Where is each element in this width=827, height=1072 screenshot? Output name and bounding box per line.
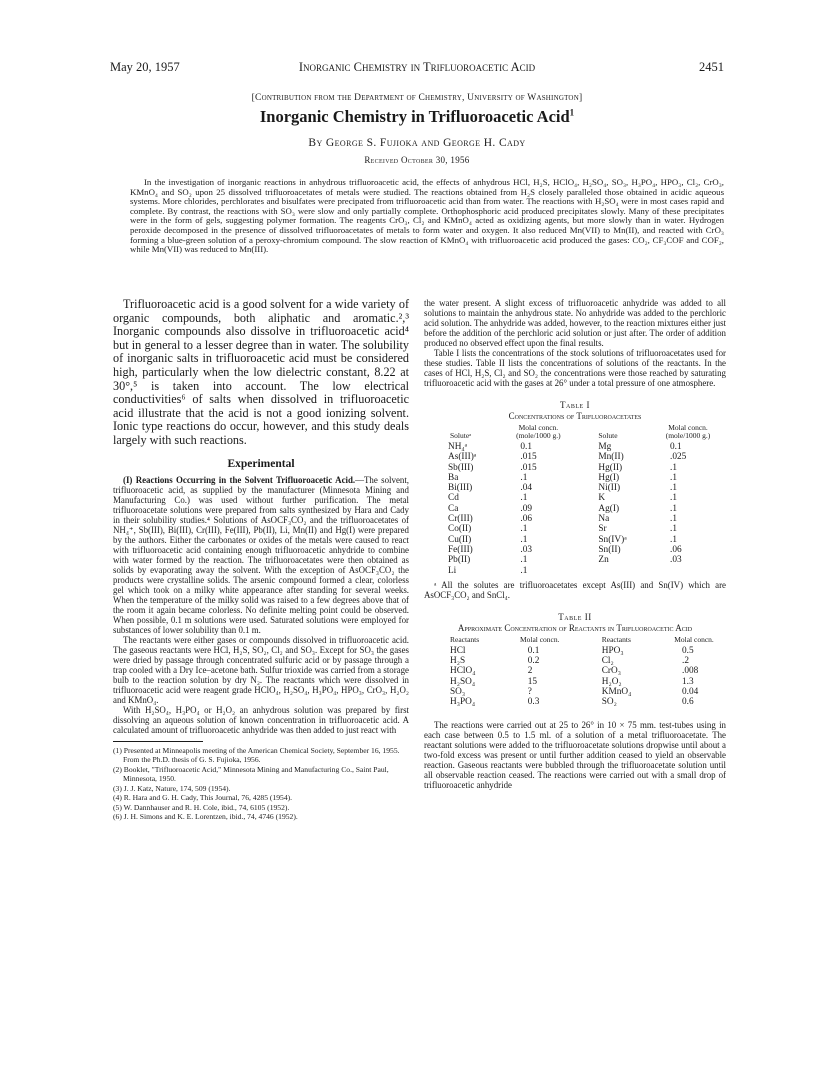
table1-cell: .1 — [670, 483, 677, 494]
table2-cell: 0.5 — [682, 645, 694, 656]
table1-cell: Sn(IV)ᵃ — [598, 534, 627, 545]
table1-footnote: ᵃ All the solutes are trifluoroacetates except As(III) and Sn(IV) which are AsOCF₃CO₂ and SnCl₄. — [424, 579, 726, 600]
table1-cell: Zn — [598, 555, 609, 566]
table1-cell: Sn(II) — [598, 544, 621, 555]
table2-col-header: Molal concn. — [519, 634, 560, 644]
section-heading-experimental: Experimental — [227, 457, 295, 470]
table2-body — [424, 646, 726, 708]
table2-cell: 0.04 — [682, 687, 699, 698]
table2-cell: 0.2 — [527, 656, 540, 667]
table1-cell: .04 — [520, 483, 533, 494]
table1-row — [424, 555, 726, 565]
footnote-2: (2) Booklet, "Trifluoroacetic Acid," Minnesota Mining and Manufacturing Co., Saint Paul, Minnesota, 1950. — [113, 764, 389, 784]
table2-cell: 15 — [527, 676, 538, 687]
footnote-3: (3) J. J. Katz, Nature, 174, 509 (1954). — [113, 783, 231, 793]
header-date: May 20, 1957 — [110, 60, 180, 74]
table1-row — [424, 483, 726, 493]
table2-row — [424, 697, 726, 707]
right-paragraph-1: the water present. A slight excess of trifluoroacetic anhydride was added to all solutions to maintain the anhydrous state. No anhydride was added to the perchloric acid solution. The anhydride was added, however, to the reaction mixtures either just before the addition of the perchloric acid solution or just after. The order of addition produced no observed effect upon the final results. — [424, 298, 726, 348]
footnote-rule — [113, 741, 203, 742]
header-page-number: 2451 — [699, 60, 724, 74]
table1-row — [424, 452, 726, 462]
table1-col-header: Molal concn. (mole/1000 g.) — [516, 423, 561, 440]
table1-body — [424, 442, 726, 576]
table1-cell: .09 — [520, 503, 533, 514]
table1-cell: Na — [598, 514, 610, 525]
table1-cell: Co(II) — [448, 524, 472, 535]
abstract: In the investigation of inorganic reactions in anhydrous trifluoroacetic acid, the effects of anhydrous HCl, H₂S, HClO₄, H₂SO₄, SO₃, H₃PO₄, HPO₃, Cl₂, CrO₃, KMnO₄ and SO₂ upon 25 dissolved trifluoroacetates of metals were studied. The reactions obtained from H₂S closely paralleled those obtained in acidic aqueous systems. More chlorides, perchlorates and bisulfates were precipated from trifluoroacetic acid than from water. The reactions with H₂SO₄ were in most cases rapid and complete. By contrast, the reactions with SO₃ were slow and only partially complete. Orthophosphoric acid produced precipitates slowly. Many of these precipitates were in the form of gels, suggesting polymer formation. The reagents CrO₃, Cl₂ and KMnO₄ acted as oxidizing agents, but more slowly than in water. Hydrogen peroxide decomposed in the presence of dissolved trifluoroacetates of metals to form water and oxygen. It also reduced Mn(VII) to Mn(II), and reacted with CrO₃ forming a blue-green solution of a peroxy-chromium compound. The slow reaction of KMnO₄ with trifluoroacetic acid produced the gases: CO₂, CF₃COF and COF₂, while Mn(VII) was reduced to Mn(III). — [130, 177, 724, 255]
table2-cell: 0.1 — [527, 645, 540, 656]
table1-cell: .015 — [520, 452, 537, 463]
table1-row — [424, 504, 726, 514]
title-footnote-marker: 1 — [569, 107, 575, 118]
table1-cell: Pb(II) — [448, 555, 471, 566]
experimental-paragraph-1 — [113, 475, 409, 635]
table1-cell: .1 — [670, 514, 677, 525]
footnote-5: (5) W. Dannhauser and R. H. Cole, ibid., 74, 6105 (1952). — [113, 802, 290, 812]
table1-cell: Cd — [448, 493, 459, 504]
table2-col-header: Reactants — [450, 634, 480, 644]
table1-cell: 0.1 — [670, 442, 682, 452]
table1-cell: Mn(II) — [598, 452, 624, 463]
received-date: Received October 30, 1956 — [364, 155, 470, 165]
table1-caption: Concentrations of Trifluoroacetates — [508, 411, 642, 421]
table2-row — [424, 687, 726, 697]
article-title-text: Inorganic Chemistry in Trifluoroacetic Acid — [259, 107, 570, 126]
table1-cell: .03 — [670, 555, 682, 566]
table2-cell: CrO₃ — [601, 666, 621, 677]
table1-row — [424, 493, 726, 503]
table1-cell: Ni(II) — [598, 483, 621, 494]
table2-cell: H₃PO₄ — [450, 697, 476, 708]
table1-row — [424, 566, 726, 576]
table2-row — [424, 666, 726, 676]
table1-col-header: Solute — [598, 431, 618, 440]
table2-label: Table II — [558, 611, 592, 622]
right-paragraph-3: The reactions were carried out at 25 to 26° in 10 × 75 mm. test-tubes using in each case between 0.5 to 1.5 ml. of a solution of a metal trifluoroacetate. The reactant solutions were added to the trifluoroacetate solutions dropwise until about a two-fold excess was present or until further addition ceased to yield an observable reaction. Gaseous reactants were bubbled through the trifluoroacetate solution until all observable reaction ceased. The reactions were carried out with a small drop of trifluoroacetic anhydride — [424, 719, 726, 790]
header-running-title: Inorganic Chemistry in Trifluoroacetic Acid — [298, 60, 536, 74]
table2-cell: H₂SO₄ — [450, 676, 476, 687]
experimental-paragraph-3: With H₂SO₄, H₃PO₄ or H₂O₂ an anhydrous solution was prepared by first dissolving an aqueous solution of known concentration in trifluoroacetic acid. A calculated amount of trifluoroacetic anhydride was then added to just react with — [113, 704, 409, 735]
table2-cell: 0.6 — [682, 697, 694, 708]
table2-header-row — [424, 636, 726, 646]
left-column — [113, 298, 409, 822]
table1-col-header: Soluteᵃ — [450, 431, 472, 440]
right-paragraph-2: Table I lists the concentrations of the stock solutions of trifluoroacetates used for these studies. Table II lists the concentrations of solutions of the reactants. In the cases of HCl, H₂S, Cl₂ and SO₂ the concentrations were those reached by saturating trifluoroacetic acid with the gases at 26° under a total pressure of one atmosphere. — [424, 348, 726, 388]
table1-cell: .1 — [520, 493, 528, 504]
table1-cell: Ca — [448, 503, 459, 514]
right-column — [424, 298, 726, 790]
table2-cell: 0.3 — [527, 697, 540, 708]
table1-row — [424, 473, 726, 483]
table1-cell: .1 — [670, 493, 677, 504]
table1-cell: 0.1 — [520, 442, 533, 452]
table1-cell: Bi(III) — [448, 483, 473, 494]
table1-cell: .06 — [520, 514, 533, 525]
contribution-line: [Contribution from the Department of Chemistry, University of Washington] — [251, 93, 583, 103]
experimental-paragraph-1-text: —The solvent, trifluoroacetic acid, as supplied by the manufacturer (Minnesota Mining and Manufacturing Co.) was used without further purification. The metal trifluoroacetate solutions were prepared from salts synthesized by Hara and Cady in their solubility studies.⁴ Solutions of AsOCF₃CO₂ and the trifluoroacetates of NH₄⁺, Sb(III), Bi(III), Cr(III), Fe(III), Pb(II), Li, Mn(II) and Hg(I) were prepared by the authors. Either the carbonates or oxides of the metals were caused to react with trifluoroacetic acid containing enough trifluoroacetic anhydride to combine with water formed by the reaction. The trifluoroacetates were then obtained as solids by evaporating away the solvent. With the exception of AsOCF₃CO₂ the products were crystalline solids. The arsenic compound formed a clear, colorless gel which took on a milky white appearance after standing for several weeks. When the temperature of the milky solid was raised to a few degrees above that of the room it again became colorless. No definite melting point could be observed. When possible, 0.1 m solutions were used. Saturated solutions were employed for substances of lower solubility than 0.1 m. — [113, 474, 410, 635]
table2-cell: .2 — [682, 656, 689, 667]
table2-cell: H₂S — [450, 656, 466, 667]
table1-cell: Sr — [598, 524, 607, 535]
table1-cell: .1 — [520, 534, 528, 545]
table1-cell: Ag(I) — [598, 503, 620, 514]
table1 — [424, 424, 726, 576]
intro-paragraph: Trifluoroacetic acid is a good solvent for a wide variety of organic compounds, both aliphatic and aromatic.²,³ Inorganic compounds also dissolve in trifluoroacetic acid⁴ but in general to a lesser degree than in water. The solubility of inorganic salts in trifluoroacetic acid must be considered high, particularly when the low dielectric constant, 8.22 at 30°,⁵ is taken into account. The low electrical conductivities⁶ of salts when dissolved in trifluoroacetic acid illustrate that the acid is not a good ionizing solvent. Ionic type reactions do occur, however, and this study deals largely with such reactions. — [113, 297, 409, 447]
table2-cell: 2 — [527, 666, 533, 677]
article-title — [110, 107, 724, 127]
table1-row — [424, 524, 726, 534]
table2-row — [424, 646, 726, 656]
table1-row — [424, 463, 726, 473]
table1-cell: .06 — [670, 544, 682, 555]
table2-cell: SO₂ — [601, 697, 617, 708]
table2-caption: Approximate Concentration of Reactants in Trifluoroacetic Acid — [457, 622, 693, 633]
table1-cell: .1 — [520, 555, 528, 566]
table1-cell: Sb(III) — [448, 462, 474, 473]
table2-cell: SO₃ — [450, 687, 466, 698]
table1-cell: Fe(III) — [448, 544, 473, 555]
table2-cell: Cl₂ — [601, 656, 614, 667]
table1-cell: .1 — [520, 472, 528, 483]
table1-cell: Hg(II) — [598, 462, 623, 473]
table2-row — [424, 656, 726, 666]
table1-cell: Mg — [598, 442, 612, 452]
table1-cell: Cr(III) — [448, 514, 473, 525]
experimental-paragraph-2: The reactants were either gases or compounds dissolved in trifluoroacetic acid. The gaseous reactants were HCl, H₂S, SO₂, Cl₂ and SO₃. Except for SO₃ the gases were dried by passage through concentrated sulfuric acid or by passage through a trap cooled with a Dry Ice–acetone bath. Sulfur trioxide was carried from a storage bulb to the reaction solution by dry N₂. The reactants which were dissolved in trifluoroacetic acid were reagent grade HClO₄, H₂SO₄, H₃PO₄, HPO₃, CrO₃, H₂O₂ and KMnO₄. — [113, 634, 409, 705]
table2 — [424, 636, 726, 708]
table2-cell: HCl — [450, 645, 466, 656]
table1-row — [424, 545, 726, 555]
table1-cell: NH₄ᵃ — [448, 442, 468, 452]
table2-cell: HClO₄ — [450, 666, 476, 677]
table1-cell: .1 — [670, 534, 677, 545]
table2-cell: H₂O₂ — [601, 676, 622, 687]
table1-cell: .1 — [520, 524, 528, 535]
table1-header-row — [424, 424, 726, 442]
table2-cell: ? — [527, 687, 532, 698]
table1-cell: .015 — [520, 462, 537, 473]
table2-cell: HPO₃ — [601, 645, 624, 656]
table2-col-header: Molal concn. — [674, 634, 714, 644]
footnote-1: (1) Presented at Minneapolis meeting of the American Chemical Society, September 16, 1955. From the Ph.D. thesis of G. S. Fujioka, 1956. — [113, 745, 400, 765]
table1-cell: Hg(I) — [598, 472, 620, 483]
footnote-4: (4) R. Hara and G. H. Cady, This Journal, 76, 4285 (1954). — [113, 793, 293, 803]
footnote-6: (6) J. H. Simons and K. E. Lorentzen, ibid., 74, 4746 (1952). — [113, 812, 298, 822]
table1-cell: As(III)ᵃ — [448, 452, 477, 463]
table1-label: Table I — [560, 400, 590, 410]
table1-cell: .03 — [520, 544, 533, 555]
table1-cell — [650, 566, 726, 576]
table1-cell: .1 — [670, 472, 677, 483]
table2-row — [424, 677, 726, 687]
table1-cell: .1 — [670, 462, 677, 473]
table1-row — [424, 514, 726, 524]
table2-cell: 1.3 — [682, 676, 694, 687]
table1-cell: Li — [448, 565, 457, 576]
subsection-heading: (I) Reactions Occurring in the Solvent Trifluoroacetic Acid. — [123, 474, 356, 485]
table1-cell — [576, 566, 650, 576]
table1-cell: .025 — [670, 452, 687, 463]
author-byline: By George S. Fujioka and George H. Cady — [308, 137, 526, 149]
table1-row — [424, 442, 726, 452]
table1-cell: Cu(II) — [448, 534, 472, 545]
footnotes — [113, 746, 409, 822]
table1-cell: K — [598, 493, 606, 504]
table1-cell: Ba — [448, 472, 459, 483]
table1-col-header: Molal concn. (mole/1000 g.) — [665, 423, 711, 440]
table2-cell: .008 — [682, 666, 699, 677]
table1-row — [424, 535, 726, 545]
table2-cell: KMnO₄ — [601, 687, 632, 698]
table1-cell: .1 — [520, 565, 528, 576]
table2-col-header: Reactants — [601, 634, 631, 644]
table1-cell: .1 — [670, 503, 677, 514]
table1-cell: .1 — [670, 524, 677, 535]
running-header — [110, 60, 724, 76]
